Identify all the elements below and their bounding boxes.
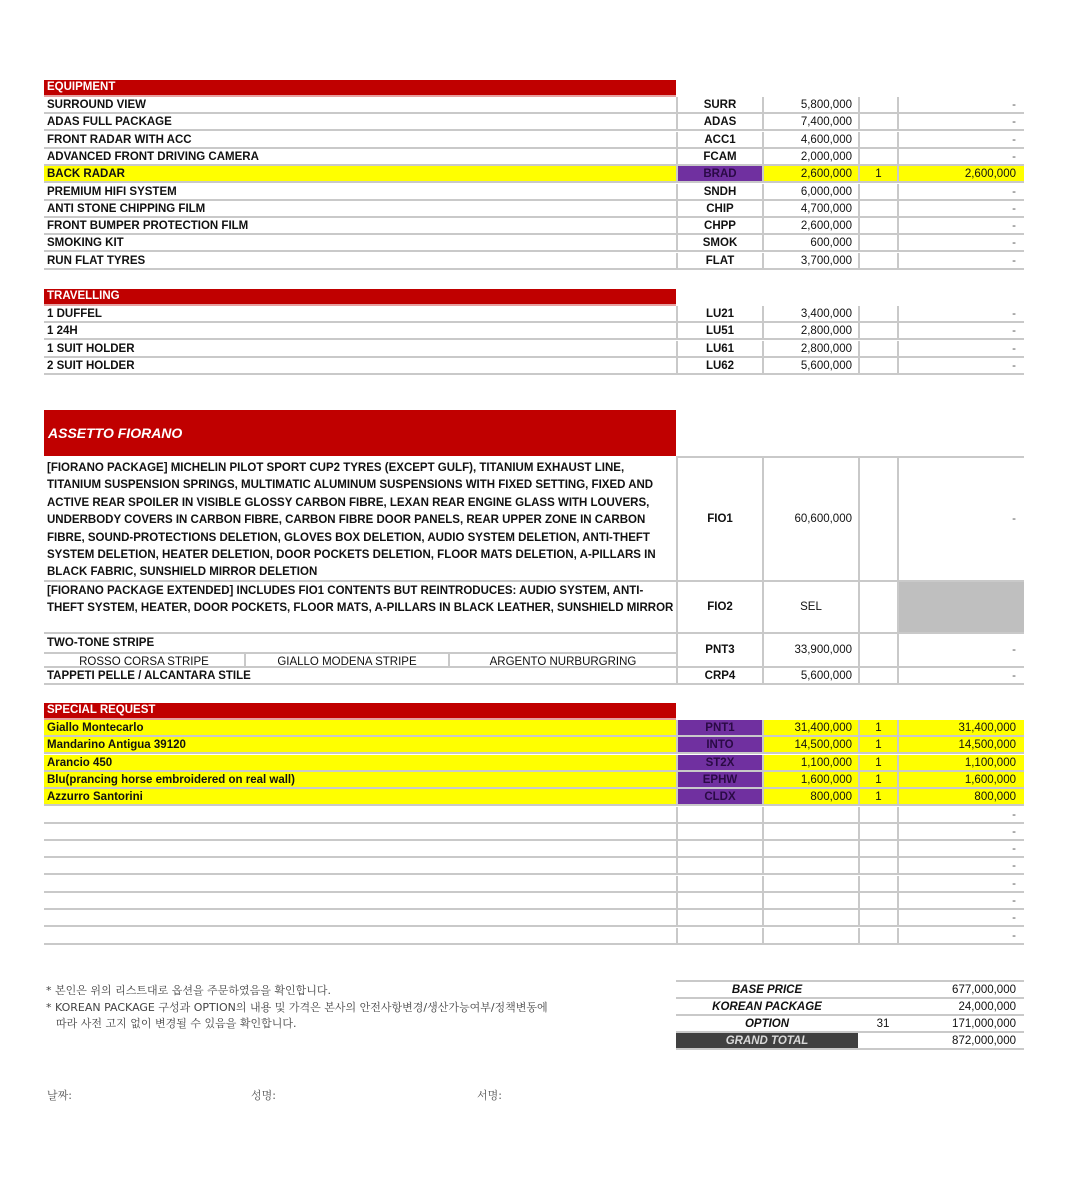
option-code: ADAS [676,114,762,129]
option-name: BACK RADAR [44,166,676,181]
option-qty[interactable] [858,218,897,233]
empty-row[interactable] [44,876,1024,893]
option-price: 60,600,000 [762,458,858,580]
option-name [44,858,676,873]
option-total: - [897,807,1024,822]
table-row[interactable] [44,166,1024,183]
summary-label: GRAND TOTAL [676,1033,858,1048]
table-row[interactable] [44,306,1024,323]
option-total: 1,100,000 [897,755,1024,770]
option-price: 1,100,000 [762,755,858,770]
option-total: - [897,184,1024,199]
option-total: - [897,876,1024,891]
option-price: 2,600,000 [762,218,858,233]
table-row[interactable] [44,323,1024,340]
summary-korean-package [676,999,1024,1016]
confirmation-note: * 본인은 위의 리스트대로 옵션을 주문하였음을 확인합니다. [46,984,331,997]
option-price [762,841,858,856]
option-price: 5,600,000 [762,358,858,373]
table-row[interactable] [44,201,1024,218]
section-header-assetto-fiorano: ASSETTO FIORANO [44,410,676,456]
option-code: LU62 [676,358,762,373]
option-qty[interactable] [858,358,897,373]
option-price: 2,600,000 [762,166,858,181]
option-code: CLDX [676,789,762,804]
option-total: - [897,841,1024,856]
option-name: ANTI STONE CHIPPING FILM [47,202,206,215]
option-qty[interactable] [858,132,897,147]
option-qty[interactable]: 1 [858,755,897,770]
option-name: 2 SUIT HOLDER [47,359,135,372]
option-price: 3,700,000 [762,253,858,268]
option-name: SMOKING KIT [47,237,124,250]
empty-row[interactable] [44,893,1024,910]
option-qty[interactable] [858,858,897,873]
option-price [762,807,858,822]
option-name [44,841,676,856]
summary-count: 31 [876,1018,890,1030]
table-row[interactable] [44,341,1024,358]
option-code: CHPP [676,218,762,233]
option-total: - [897,149,1024,164]
summary-label: BASE PRICE [731,984,803,996]
option-price: 5,800,000 [762,97,858,112]
summary-option [676,1016,1024,1033]
stripe-option-giallo-modena[interactable]: GIALLO MODENA STRIPE [246,654,450,668]
option-code: ACC1 [676,132,762,147]
table-row[interactable] [44,132,1024,149]
option-total: - [897,235,1024,250]
option-name: Blu(prancing horse embroidered on real wall) [44,772,676,787]
option-code [676,893,762,908]
option-code: FIO2 [676,582,762,632]
option-qty[interactable] [858,910,897,925]
summary-label: KOREAN PACKAGE [712,1001,822,1013]
option-total: - [897,634,1024,666]
option-name: Mandarino Antigua 39120 [44,737,676,752]
option-code: FIO1 [676,458,762,580]
empty-row[interactable] [44,910,1024,927]
option-qty[interactable] [858,184,897,199]
option-qty[interactable] [858,253,897,268]
option-code: SNDH [676,184,762,199]
option-qty[interactable]: 1 [858,720,897,735]
stripe-options [44,652,676,668]
empty-row[interactable] [44,858,1024,875]
option-name: ADAS FULL PACKAGE [47,116,172,129]
option-qty[interactable] [858,824,897,839]
empty-row[interactable] [44,841,1024,858]
option-total: - [897,132,1024,147]
option-price: 5,600,000 [762,668,858,683]
option-qty[interactable] [858,876,897,891]
option-qty[interactable]: 1 [858,737,897,752]
option-qty[interactable] [858,668,897,683]
option-name [44,824,676,839]
option-code: BRAD [676,166,762,181]
option-code [676,824,762,839]
option-price: 31,400,000 [762,720,858,735]
option-name [44,876,676,891]
option-price [762,824,858,839]
option-code: SMOK [676,235,762,250]
name-label: 성명: [251,1089,276,1102]
summary-count [858,982,908,997]
option-qty[interactable] [858,928,897,943]
summary-label: OPTION [744,1018,790,1030]
table-row[interactable] [44,114,1024,131]
option-name: Giallo Montecarlo [44,720,676,735]
option-code: SURR [676,97,762,112]
fiorano-package-row[interactable] [44,458,1024,582]
option-total: - [897,114,1024,129]
table-row[interactable] [44,235,1024,252]
summary-grand-total [676,1033,1024,1050]
option-total: 31,400,000 [897,720,1024,735]
option-price: SEL [762,582,858,632]
option-qty[interactable] [858,458,897,580]
option-price: 4,700,000 [762,201,858,216]
option-qty[interactable]: 1 [858,166,897,181]
option-total: - [897,341,1024,356]
empty-row[interactable] [44,824,1024,841]
option-name: 1 DUFFEL [47,308,102,320]
option-total: - [897,97,1024,112]
option-qty[interactable] [858,582,897,632]
table-row[interactable] [44,218,1024,235]
option-qty[interactable] [858,114,897,129]
option-qty[interactable] [858,341,897,356]
option-name [44,893,676,908]
option-total: - [897,201,1024,216]
option-code [676,910,762,925]
option-price [762,910,858,925]
option-code: ST2X [676,755,762,770]
option-code: INTO [676,737,762,752]
table-row[interactable] [44,772,1024,789]
summary-value: 677,000,000 [952,984,1016,996]
summary-value: 872,000,000 [952,1035,1016,1047]
option-name [44,928,676,943]
option-price: 2,800,000 [762,323,858,338]
stripe-option-rosso-corsa[interactable]: ROSSO CORSA STRIPE [44,654,246,668]
option-qty[interactable] [858,841,897,856]
section-header-equipment: EQUIPMENT [44,80,676,97]
option-code [676,928,762,943]
table-row[interactable] [44,97,1024,114]
option-price: 3,400,000 [762,306,858,321]
option-code: LU21 [676,306,762,321]
option-price: 1,600,000 [762,772,858,787]
option-total: - [897,458,1024,580]
option-name: Arancio 450 [44,755,676,770]
option-total: - [897,668,1024,683]
option-name: FRONT BUMPER PROTECTION FILM [47,220,249,233]
option-name: 1 SUIT HOLDER [47,342,135,355]
option-code: PNT3 [676,634,762,666]
option-price [762,858,858,873]
option-name: SURROUND VIEW [47,99,147,111]
option-qty[interactable] [858,893,897,908]
option-code: FLAT [676,253,762,268]
option-price: 4,600,000 [762,132,858,147]
option-code [676,841,762,856]
option-name: Azzurro Santorini [44,789,676,804]
option-price [762,893,858,908]
empty-row[interactable] [44,807,1024,824]
tappeti-row[interactable] [44,668,1024,685]
date-label: 날짜: [47,1089,72,1102]
option-qty[interactable] [858,201,897,216]
option-price: 2,800,000 [762,341,858,356]
summary-value: 171,000,000 [952,1018,1016,1030]
option-total: - [897,910,1024,925]
option-name: 1 24H [47,325,78,338]
table-row[interactable] [44,358,1024,375]
empty-row[interactable] [44,928,1024,945]
option-code: LU61 [676,341,762,356]
price-change-note-cont: 따라 사전 고지 없이 변경될 수 있음을 확인합니다. [56,1017,297,1030]
option-total: 14,500,000 [897,737,1024,752]
option-total: 1,600,000 [897,772,1024,787]
option-code: CHIP [676,201,762,216]
table-row[interactable] [44,184,1024,201]
summary-count [858,1033,908,1048]
table-row[interactable] [44,737,1024,754]
option-total: - [897,306,1024,321]
fiorano-package-description: [FIORANO PACKAGE] MICHELIN PILOT SPORT CUP2 TYRES (EXCEPT GULF), TITANIUM EXHAUST LINE, TITANIUM SUSPENSION SPRINGS, MULTIMATIC ALUMINUM SUSPENSIONS WITH FIXED SETTING, FIXED AND ACTIVE REAR SPOILER IN VISIBLE GLOSSY CARBON FIBRE, LEXAN REAR ENGINE GLASS WITH LOUVERS, UNDERBODY COVERS IN CARBON FIBRE, CARBON FIBRE DOOR PANELS, REAR UPPER ZONE IN CARBON FIBRE, SOUND-PROTECTIONS DELETION, GLOVES BOX DELETION, AUDIO SYSTEM DELETION, ANTI-THEFT SYSTEM DELETION, HEATER DELETION, DOOR POCKETS DELETION, FLOOR MATS DELETION, A-PILLARS IN BLACK FABRIC, SUNSHIELD MIRROR DELETION [47,462,656,579]
fiorano-extended-row[interactable] [44,582,1024,634]
option-qty[interactable] [858,149,897,164]
option-code: PNT1 [676,720,762,735]
option-total: - [897,893,1024,908]
option-qty[interactable] [858,807,897,822]
option-price: 14,500,000 [762,737,858,752]
fiorano-extended-description: [FIORANO PACKAGE EXTENDED] INCLUDES FIO1 CONTENTS BUT REINTRODUCES: AUDIO SYSTEM, ANTI-THEFT SYSTEM, HEATER, DOOR POCKETS, FLOOR MATS, A-PILLARS IN BLACK LEATHER, SUNSHIELD MIRROR [47,585,674,615]
option-name: FRONT RADAR WITH ACC [47,133,192,146]
option-total-disabled [897,582,1024,632]
option-total: - [897,323,1024,338]
option-qty[interactable] [858,323,897,338]
option-code [676,876,762,891]
table-row[interactable] [44,789,1024,806]
option-code: FCAM [676,149,762,164]
option-price: 800,000 [762,789,858,804]
option-total: - [897,358,1024,373]
option-qty[interactable]: 1 [858,772,897,787]
option-code: EPHW [676,772,762,787]
option-price: 2,000,000 [762,149,858,164]
option-name [44,807,676,822]
option-price [762,928,858,943]
option-total: - [897,253,1024,268]
option-code: LU51 [676,323,762,338]
option-name: RUN FLAT TYRES [47,254,146,267]
option-qty[interactable] [858,97,897,112]
option-name: TAPPETI PELLE / ALCANTARA STILE [47,670,251,682]
option-total: - [897,858,1024,873]
option-code [676,858,762,873]
option-total: 2,600,000 [897,166,1024,181]
option-qty[interactable] [858,634,897,666]
two-tone-stripe-label: TWO-TONE STRIPE [47,637,155,649]
option-qty[interactable] [858,235,897,250]
summary-base-price [676,982,1024,999]
option-total: 800,000 [897,789,1024,804]
option-price: 600,000 [762,235,858,250]
price-change-note: * KOREAN PACKAGE 구성과 OPTION의 내용 및 가격은 본사의 안전사항변경/생산가능여부/정책변동에 [46,1001,548,1014]
option-price: 7,400,000 [762,114,858,129]
option-qty[interactable] [858,306,897,321]
section-header-special-request: SPECIAL REQUEST [44,703,676,720]
table-row[interactable] [44,720,1024,737]
option-price: 6,000,000 [762,184,858,199]
option-total: - [897,218,1024,233]
summary-value: 24,000,000 [958,1001,1016,1013]
stripe-option-argento-nurburgring[interactable]: ARGENTO NURBURGRING [489,656,637,668]
option-qty[interactable]: 1 [858,789,897,804]
option-code [676,807,762,822]
summary-count [858,999,908,1014]
option-name: PREMIUM HIFI SYSTEM [47,185,177,198]
option-code: CRP4 [676,668,762,683]
option-name [44,910,676,925]
option-price: 33,900,000 [762,634,858,666]
option-total: - [897,824,1024,839]
table-row[interactable] [44,755,1024,772]
option-total: - [897,928,1024,943]
option-name: ADVANCED FRONT DRIVING CAMERA [47,150,259,163]
option-price [762,876,858,891]
table-row[interactable] [44,149,1024,166]
signature-label: 서명: [477,1089,502,1102]
section-header-travelling: TRAVELLING [44,289,676,306]
table-row[interactable] [44,253,1024,270]
